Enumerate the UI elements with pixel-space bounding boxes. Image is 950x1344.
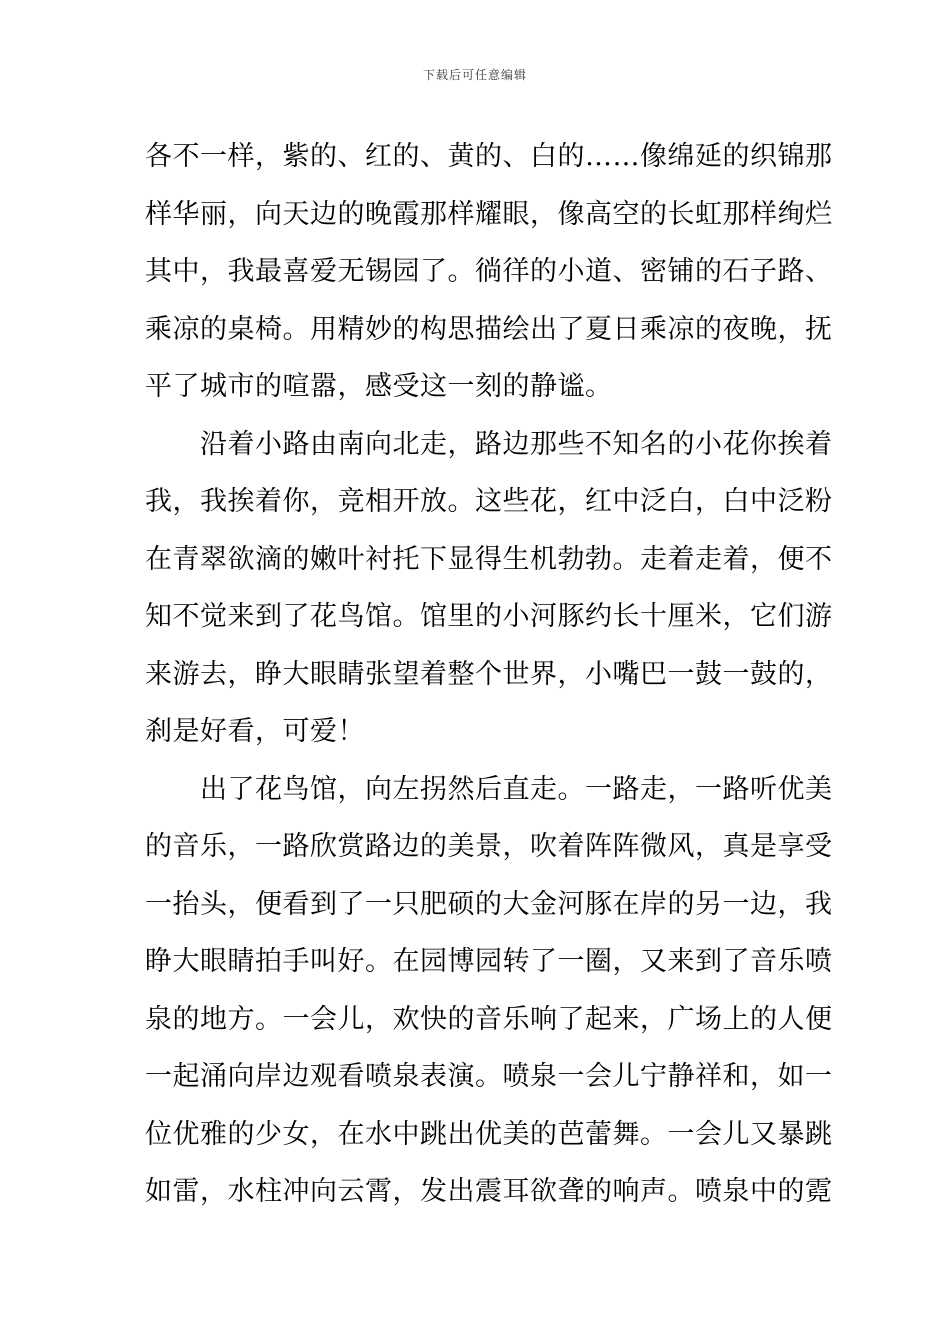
text-line: 出了花鸟馆，向左拐然后直走。一路走，一路听优美: [145, 773, 833, 805]
text-line: 我，我挨着你，竞相开放。这些花，红中泛白，白中泛粉: [145, 486, 833, 517]
text-line: 乘凉的桌椅。用精妙的构思描绘出了夏日乘凉的夜晚，抚: [145, 313, 833, 345]
page-header: 下载后可任意编辑: [422, 68, 527, 82]
text-line: 在青翠欲滴的嫩叶衬托下显得生机勃勃。走着走着，便不: [145, 543, 833, 575]
text-line: 其中，我最喜爱无锡园了。徜徉的小道、密铺的石子路、: [145, 256, 833, 287]
text-line: 如雷，水柱冲向云霄，发出震耳欲聋的响声。喷泉中的霓: [145, 1176, 833, 1207]
text-line: 各不一样，紫的、红的、黄的、白的……像绵延的织锦那: [145, 141, 833, 172]
text-line: 平了城市的喧嚣，感受这一刻的静谧。: [145, 371, 613, 402]
text-line: 一抬头，便看到了一只肥硕的大金河豚在岸的另一边，我: [145, 888, 833, 920]
text-line: 来游去，睁大眼睛张望着整个世界，小嘴巴一鼓一鼓的，: [145, 658, 833, 690]
text-line: 睁大眼睛拍手叫好。在园博园转了一圈，又来到了音乐喷: [145, 946, 833, 977]
text-line: 知不觉来到了花鸟馆。馆里的小河豚约长十厘米，它们游: [145, 601, 833, 632]
body-text: [145, 128, 833, 1221]
text-line: 刹是好看，可爱！: [145, 716, 365, 747]
text-line: 一起涌向岸边观看喷泉表演。喷泉一会儿宁静祥和，如一: [145, 1061, 833, 1092]
text-line: 沿着小路由南向北走，路边那些不知名的小花你挨着: [145, 428, 833, 460]
text-line: 的音乐，一路欣赏路边的美景，吹着阵阵微风，真是享受: [145, 831, 833, 862]
text-line: 样华丽，向天边的晚霞那样耀眼，像高空的长虹那样绚烂: [145, 198, 833, 230]
text-line: 泉的地方。一会儿，欢快的音乐响了起来，广场上的人便: [145, 1003, 833, 1035]
text-line: 位优雅的少女，在水中跳出优美的芭蕾舞。一会儿又暴跳: [145, 1118, 833, 1150]
